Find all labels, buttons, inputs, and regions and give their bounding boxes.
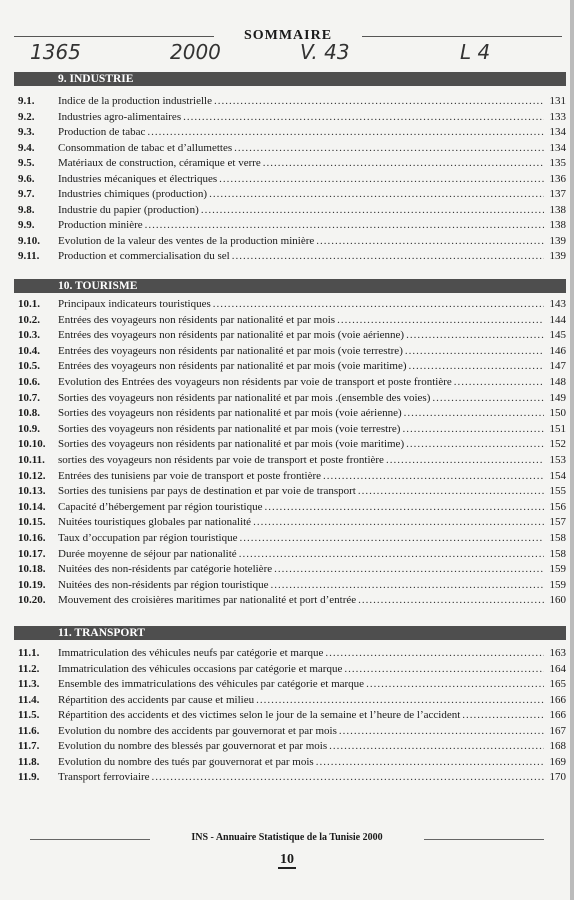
toc-entry-label: Nuitées des non-résidents par catégorie hotelière bbox=[58, 563, 273, 576]
toc-entry-number: 9.6. bbox=[18, 172, 35, 185]
toc-entry-page: 137 bbox=[549, 188, 566, 200]
toc-entry-number: 9.7. bbox=[18, 188, 35, 200]
toc-entry bbox=[14, 203, 566, 218]
toc-entry bbox=[14, 469, 566, 484]
dot-leader bbox=[358, 593, 544, 608]
toc-entry-page: 158 bbox=[549, 532, 566, 544]
toc-entry-label: Entrées des voyageurs non résidents par nationalité et par mois (voie terrestre) bbox=[58, 344, 403, 357]
toc-entry-label: Sorties des voyageurs non résidents par nationalité et par mois (voie terrestre) bbox=[58, 422, 401, 435]
toc-entry-number: 9.8. bbox=[18, 203, 35, 216]
toc-entry-label: Répartition des accidents par cause et milieu bbox=[58, 693, 255, 706]
dot-leader bbox=[232, 249, 544, 264]
toc-entry bbox=[14, 297, 566, 312]
toc-entry-number: 9.10. bbox=[18, 234, 40, 247]
toc-entry-number: 10.1. bbox=[18, 298, 40, 310]
toc-entry-label: Sorties des voyageurs non résidents par nationalité et par mois (voie aérienne) bbox=[58, 407, 402, 420]
toc-entry bbox=[14, 708, 566, 723]
toc-entry-number: 11.9. bbox=[18, 771, 40, 783]
toc-entry bbox=[14, 770, 566, 785]
toc-entry-label: Evolution du nombre des accidents par gouvernorat et par mois bbox=[58, 724, 337, 737]
toc-entry-number: 10.6. bbox=[18, 376, 40, 388]
toc-entry-label: Evolution de la valeur des ventes de la production minière bbox=[58, 234, 315, 247]
dot-leader bbox=[213, 297, 544, 312]
toc-entry bbox=[14, 94, 566, 109]
toc-entry-page: 165 bbox=[549, 678, 566, 690]
toc-entry-number: 10.20. bbox=[18, 594, 46, 607]
toc-entry bbox=[14, 500, 566, 515]
toc-entry bbox=[14, 515, 566, 530]
toc-entry-number: 9.5. bbox=[18, 157, 35, 169]
toc-entry-page: 135 bbox=[549, 157, 566, 169]
toc-entry bbox=[14, 693, 566, 708]
toc-entry-page: 136 bbox=[549, 172, 566, 185]
toc-entry-label: Evolution du nombre des tués par gouvernorat et par mois bbox=[58, 755, 314, 768]
toc-entry-number: 9.3. bbox=[18, 126, 35, 138]
toc-entry-page: 153 bbox=[549, 454, 566, 466]
toc-entry bbox=[14, 234, 566, 249]
toc-entry bbox=[14, 739, 566, 754]
dot-leader bbox=[219, 172, 544, 187]
toc-entry-number: 10.8. bbox=[18, 407, 40, 420]
toc-entry-page: 149 bbox=[549, 391, 566, 404]
toc-entry bbox=[14, 422, 566, 437]
toc-entry-page: 138 bbox=[549, 219, 566, 231]
toc-entry-page: 166 bbox=[549, 709, 566, 721]
toc-entry-label: Sorties des voyageurs non résidents par nationalité et par mois .(ensemble des voies) bbox=[58, 391, 431, 404]
section-title: 10. TOURISME bbox=[58, 280, 138, 292]
dot-leader bbox=[264, 500, 544, 515]
toc-entry-number: 11.8. bbox=[18, 755, 40, 768]
dot-leader bbox=[404, 406, 544, 421]
toc-entry bbox=[14, 344, 566, 359]
dot-leader bbox=[358, 484, 544, 499]
dot-leader bbox=[234, 141, 544, 156]
dot-leader bbox=[239, 531, 544, 546]
toc-entry-page: 138 bbox=[549, 203, 566, 216]
dot-leader bbox=[337, 313, 544, 328]
toc-entry bbox=[14, 172, 566, 187]
toc-entry bbox=[14, 391, 566, 406]
dot-leader bbox=[405, 344, 544, 359]
toc-entry-label: Matériaux de construction, céramique et verre bbox=[58, 157, 261, 169]
toc-entry-page: 156 bbox=[549, 500, 566, 513]
dot-leader bbox=[406, 437, 544, 452]
toc-entry-number: 10.10. bbox=[18, 438, 46, 451]
dot-leader bbox=[147, 125, 544, 140]
toc-entry bbox=[14, 328, 566, 343]
toc-entry-number: 10.15. bbox=[18, 516, 46, 529]
toc-entry-page: 150 bbox=[549, 407, 566, 420]
toc-entry-label: Nuitées des non-résidents par région touristique bbox=[58, 578, 269, 591]
toc-entry-page: 147 bbox=[549, 360, 566, 373]
section-title: 11. TRANSPORT bbox=[58, 627, 145, 639]
toc-entry-label: Transport ferroviaire bbox=[58, 771, 150, 783]
toc-entry-page: 139 bbox=[549, 250, 566, 262]
toc-entry-number: 11.3. bbox=[18, 678, 40, 690]
dot-leader bbox=[316, 755, 544, 770]
toc-entry-label: Indice de la production industrielle bbox=[58, 95, 212, 107]
toc-entry-label: Industries agro-alimentaires bbox=[58, 110, 182, 123]
toc-entry bbox=[14, 677, 566, 692]
dot-leader bbox=[263, 156, 544, 171]
toc-entry-number: 10.11. bbox=[18, 454, 45, 466]
toc-entry-number: 9.2. bbox=[18, 110, 35, 123]
toc-entry-number: 10.16. bbox=[18, 532, 46, 544]
toc-entry-page: 158 bbox=[549, 547, 566, 560]
toc-entry bbox=[14, 484, 566, 499]
toc-entry-label: Evolution du nombre des blessés par gouvernorat et par mois bbox=[58, 740, 328, 752]
toc-entry bbox=[14, 375, 566, 390]
toc-entry-label: Ensemble des immatriculations des véhicules par catégorie et marque bbox=[58, 678, 365, 690]
toc-entry-label: Evolution des Entrées des voyageurs non résidents par voie de transport et poste frontière bbox=[58, 376, 452, 388]
toc-entry bbox=[14, 662, 566, 677]
toc-entry-page: 164 bbox=[549, 662, 566, 675]
toc-entry-number: 11.4. bbox=[18, 693, 40, 706]
toc-entry bbox=[14, 249, 566, 264]
dot-leader bbox=[256, 693, 544, 708]
toc-entry bbox=[14, 218, 566, 233]
toc-entry-label: Entrées des voyageurs non résidents par nationalité et par mois (voie maritime) bbox=[58, 360, 407, 373]
toc-entry bbox=[14, 156, 566, 171]
dot-leader bbox=[366, 677, 544, 692]
dot-leader bbox=[432, 391, 544, 406]
toc-entry-label: Principaux indicateurs touristiques bbox=[58, 298, 211, 310]
toc-entry-number: 10.2. bbox=[18, 313, 40, 326]
dot-leader bbox=[209, 187, 544, 202]
toc-entry bbox=[14, 755, 566, 770]
toc-entry bbox=[14, 141, 566, 156]
toc-entry-page: 131 bbox=[549, 95, 566, 107]
page-number: 10 bbox=[280, 852, 294, 867]
toc-entry-number: 11.6. bbox=[18, 724, 40, 737]
dot-leader bbox=[406, 328, 544, 343]
toc-entry-number: 11.5. bbox=[18, 709, 40, 721]
toc-entry-page: 168 bbox=[549, 740, 566, 752]
toc-entry bbox=[14, 453, 566, 468]
toc-entry-label: Durée moyenne de séjour par nationalité bbox=[58, 547, 237, 560]
toc-entry bbox=[14, 547, 566, 562]
toc-entry bbox=[14, 125, 566, 140]
toc-entry-page: 167 bbox=[549, 724, 566, 737]
toc-entry-label: Industries mécaniques et électriques bbox=[58, 172, 218, 185]
toc-entry-page: 160 bbox=[549, 594, 566, 607]
dot-leader bbox=[409, 359, 544, 374]
toc-entry-page: 134 bbox=[549, 141, 566, 154]
toc-entry bbox=[14, 406, 566, 421]
toc-entry bbox=[14, 110, 566, 125]
dot-leader bbox=[462, 708, 544, 723]
dot-leader bbox=[145, 218, 544, 233]
toc-entry-number: 9.11. bbox=[18, 250, 40, 262]
toc-entry bbox=[14, 313, 566, 328]
dot-leader bbox=[339, 724, 544, 739]
toc-entry-label: Entrées des voyageurs non résidents par nationalité et par mois (voie aérienne) bbox=[58, 329, 405, 342]
toc-entry-page: 157 bbox=[549, 516, 566, 529]
toc-entry-label: sorties des voyageurs non résidents par voie de transport et poste frontière bbox=[58, 454, 384, 466]
toc-entry-label: Entrées des voyageurs non résidents par nationalité et par mois bbox=[58, 313, 336, 326]
toc-entry-label: Production minière bbox=[58, 219, 143, 231]
dot-leader bbox=[183, 110, 544, 125]
toc-entry bbox=[14, 724, 566, 739]
toc-entry-number: 10.3. bbox=[18, 329, 40, 342]
toc-entry-number: 10.14. bbox=[18, 500, 46, 513]
dot-leader bbox=[344, 662, 544, 677]
toc-entry-page: 159 bbox=[549, 563, 566, 576]
toc-entry-label: Mouvement des croisières maritimes par nationalité et port d’entrée bbox=[58, 594, 357, 607]
toc-entry bbox=[14, 359, 566, 374]
handwritten-note-4: L 4 bbox=[460, 40, 491, 64]
toc-entry-number: 10.4. bbox=[18, 344, 40, 357]
scan-edge bbox=[570, 0, 574, 900]
dot-leader bbox=[201, 203, 544, 218]
footer-text: INS - Annuaire Statistique de la Tunisie 2000 bbox=[185, 832, 388, 843]
toc-entry-label: Répartition des accidents et des victimes selon le jour de la semaine et l’heure de l’accident bbox=[58, 709, 461, 721]
toc-entry-page: 146 bbox=[549, 344, 566, 357]
dot-leader bbox=[316, 234, 544, 249]
dot-leader bbox=[323, 469, 544, 484]
toc-entry-number: 10.12. bbox=[18, 469, 46, 482]
dot-leader bbox=[152, 770, 544, 785]
section-title: 9. INDUSTRIE bbox=[58, 73, 134, 85]
toc-entry-page: 143 bbox=[549, 298, 566, 310]
toc-entry-number: 11.1. bbox=[18, 647, 40, 659]
toc-entry bbox=[14, 646, 566, 661]
dot-leader bbox=[214, 94, 544, 109]
toc-entry-page: 133 bbox=[549, 110, 566, 123]
toc-entry bbox=[14, 437, 566, 452]
toc-entry-number: 10.17. bbox=[18, 547, 46, 560]
dot-leader bbox=[329, 739, 544, 754]
toc-entry-label: Industrie du papier (production) bbox=[58, 203, 199, 216]
footer bbox=[30, 832, 544, 846]
toc-entry-page: 139 bbox=[549, 234, 566, 247]
toc-entry-number: 9.4. bbox=[18, 141, 35, 154]
toc-entry-page: 151 bbox=[549, 422, 566, 435]
toc-entry-label: Taux d’occupation par région touristique bbox=[58, 532, 238, 544]
toc-entry-label: Sorties des tunisiens par pays de destination et par voie de transport bbox=[58, 485, 356, 498]
dot-leader bbox=[239, 547, 544, 562]
toc-entry bbox=[14, 593, 566, 608]
section-header bbox=[14, 279, 566, 293]
toc-entry-label: Production de tabac bbox=[58, 126, 146, 138]
toc-entry-label: Industries chimiques (production) bbox=[58, 188, 208, 200]
toc-entry-label: Production et commercialisation du sel bbox=[58, 250, 230, 262]
toc-entry-number: 11.7. bbox=[18, 740, 40, 752]
toc-entry bbox=[14, 531, 566, 546]
toc-entry-page: 169 bbox=[549, 755, 566, 768]
toc-entry-number: 9.9. bbox=[18, 219, 35, 231]
toc-entry-label: Nuitées touristiques globales par nationalité bbox=[58, 516, 252, 529]
section-header bbox=[14, 626, 566, 640]
toc-entry-page: 134 bbox=[549, 126, 566, 138]
toc-entry-page: 159 bbox=[549, 578, 566, 591]
toc-entry-page: 170 bbox=[549, 771, 566, 783]
section-header bbox=[14, 72, 566, 86]
dot-leader bbox=[274, 562, 544, 577]
dot-leader bbox=[402, 422, 544, 437]
toc-entry bbox=[14, 578, 566, 593]
toc-entry-label: Consommation de tabac et d’allumettes bbox=[58, 141, 233, 154]
toc-entry-number: 10.18. bbox=[18, 563, 46, 576]
toc-entry-label: Immatriculation des véhicules neufs par catégorie et marque bbox=[58, 647, 324, 659]
toc-entry bbox=[14, 562, 566, 577]
toc-entry-number: 10.7. bbox=[18, 391, 40, 404]
dot-leader bbox=[386, 453, 544, 468]
toc-entry-label: Entrées des tunisiens par voie de transport et poste frontière bbox=[58, 469, 322, 482]
toc-entry bbox=[14, 187, 566, 202]
toc-entry-number: 10.9. bbox=[18, 422, 40, 435]
dot-leader bbox=[253, 515, 544, 530]
toc-entry-number: 9.1. bbox=[18, 95, 35, 107]
toc-entry-page: 163 bbox=[549, 647, 566, 659]
handwritten-note-1: 1365 bbox=[30, 40, 81, 64]
toc-entry-page: 154 bbox=[549, 469, 566, 482]
toc-entry-number: 10.13. bbox=[18, 485, 46, 498]
toc-entry-number: 10.19. bbox=[18, 578, 46, 591]
toc-entry-page: 145 bbox=[549, 329, 566, 342]
toc-entry-label: Capacité d’hébergement par région touristique bbox=[58, 500, 263, 513]
toc-entry-page: 155 bbox=[549, 485, 566, 498]
toc-entry-page: 148 bbox=[549, 376, 566, 388]
toc-entry-number: 11.2. bbox=[18, 662, 40, 675]
page-title: SOMMAIRE bbox=[238, 28, 338, 43]
dot-leader bbox=[454, 375, 544, 390]
handwritten-note-2: 2000 bbox=[170, 40, 221, 64]
dot-leader bbox=[325, 646, 544, 661]
toc-entry-page: 166 bbox=[549, 693, 566, 706]
toc-entry-page: 152 bbox=[549, 438, 566, 451]
toc-entry-page: 144 bbox=[549, 313, 566, 326]
toc-entry-number: 10.5. bbox=[18, 360, 40, 373]
dot-leader bbox=[270, 578, 544, 593]
handwritten-note-3: V. 43 bbox=[300, 40, 350, 64]
toc-entry-label: Immatriculation des véhicules occasions par catégorie et marque bbox=[58, 662, 343, 675]
toc-entry-label: Sorties des voyageurs non résidents par nationalité et par mois (voie maritime) bbox=[58, 438, 405, 451]
